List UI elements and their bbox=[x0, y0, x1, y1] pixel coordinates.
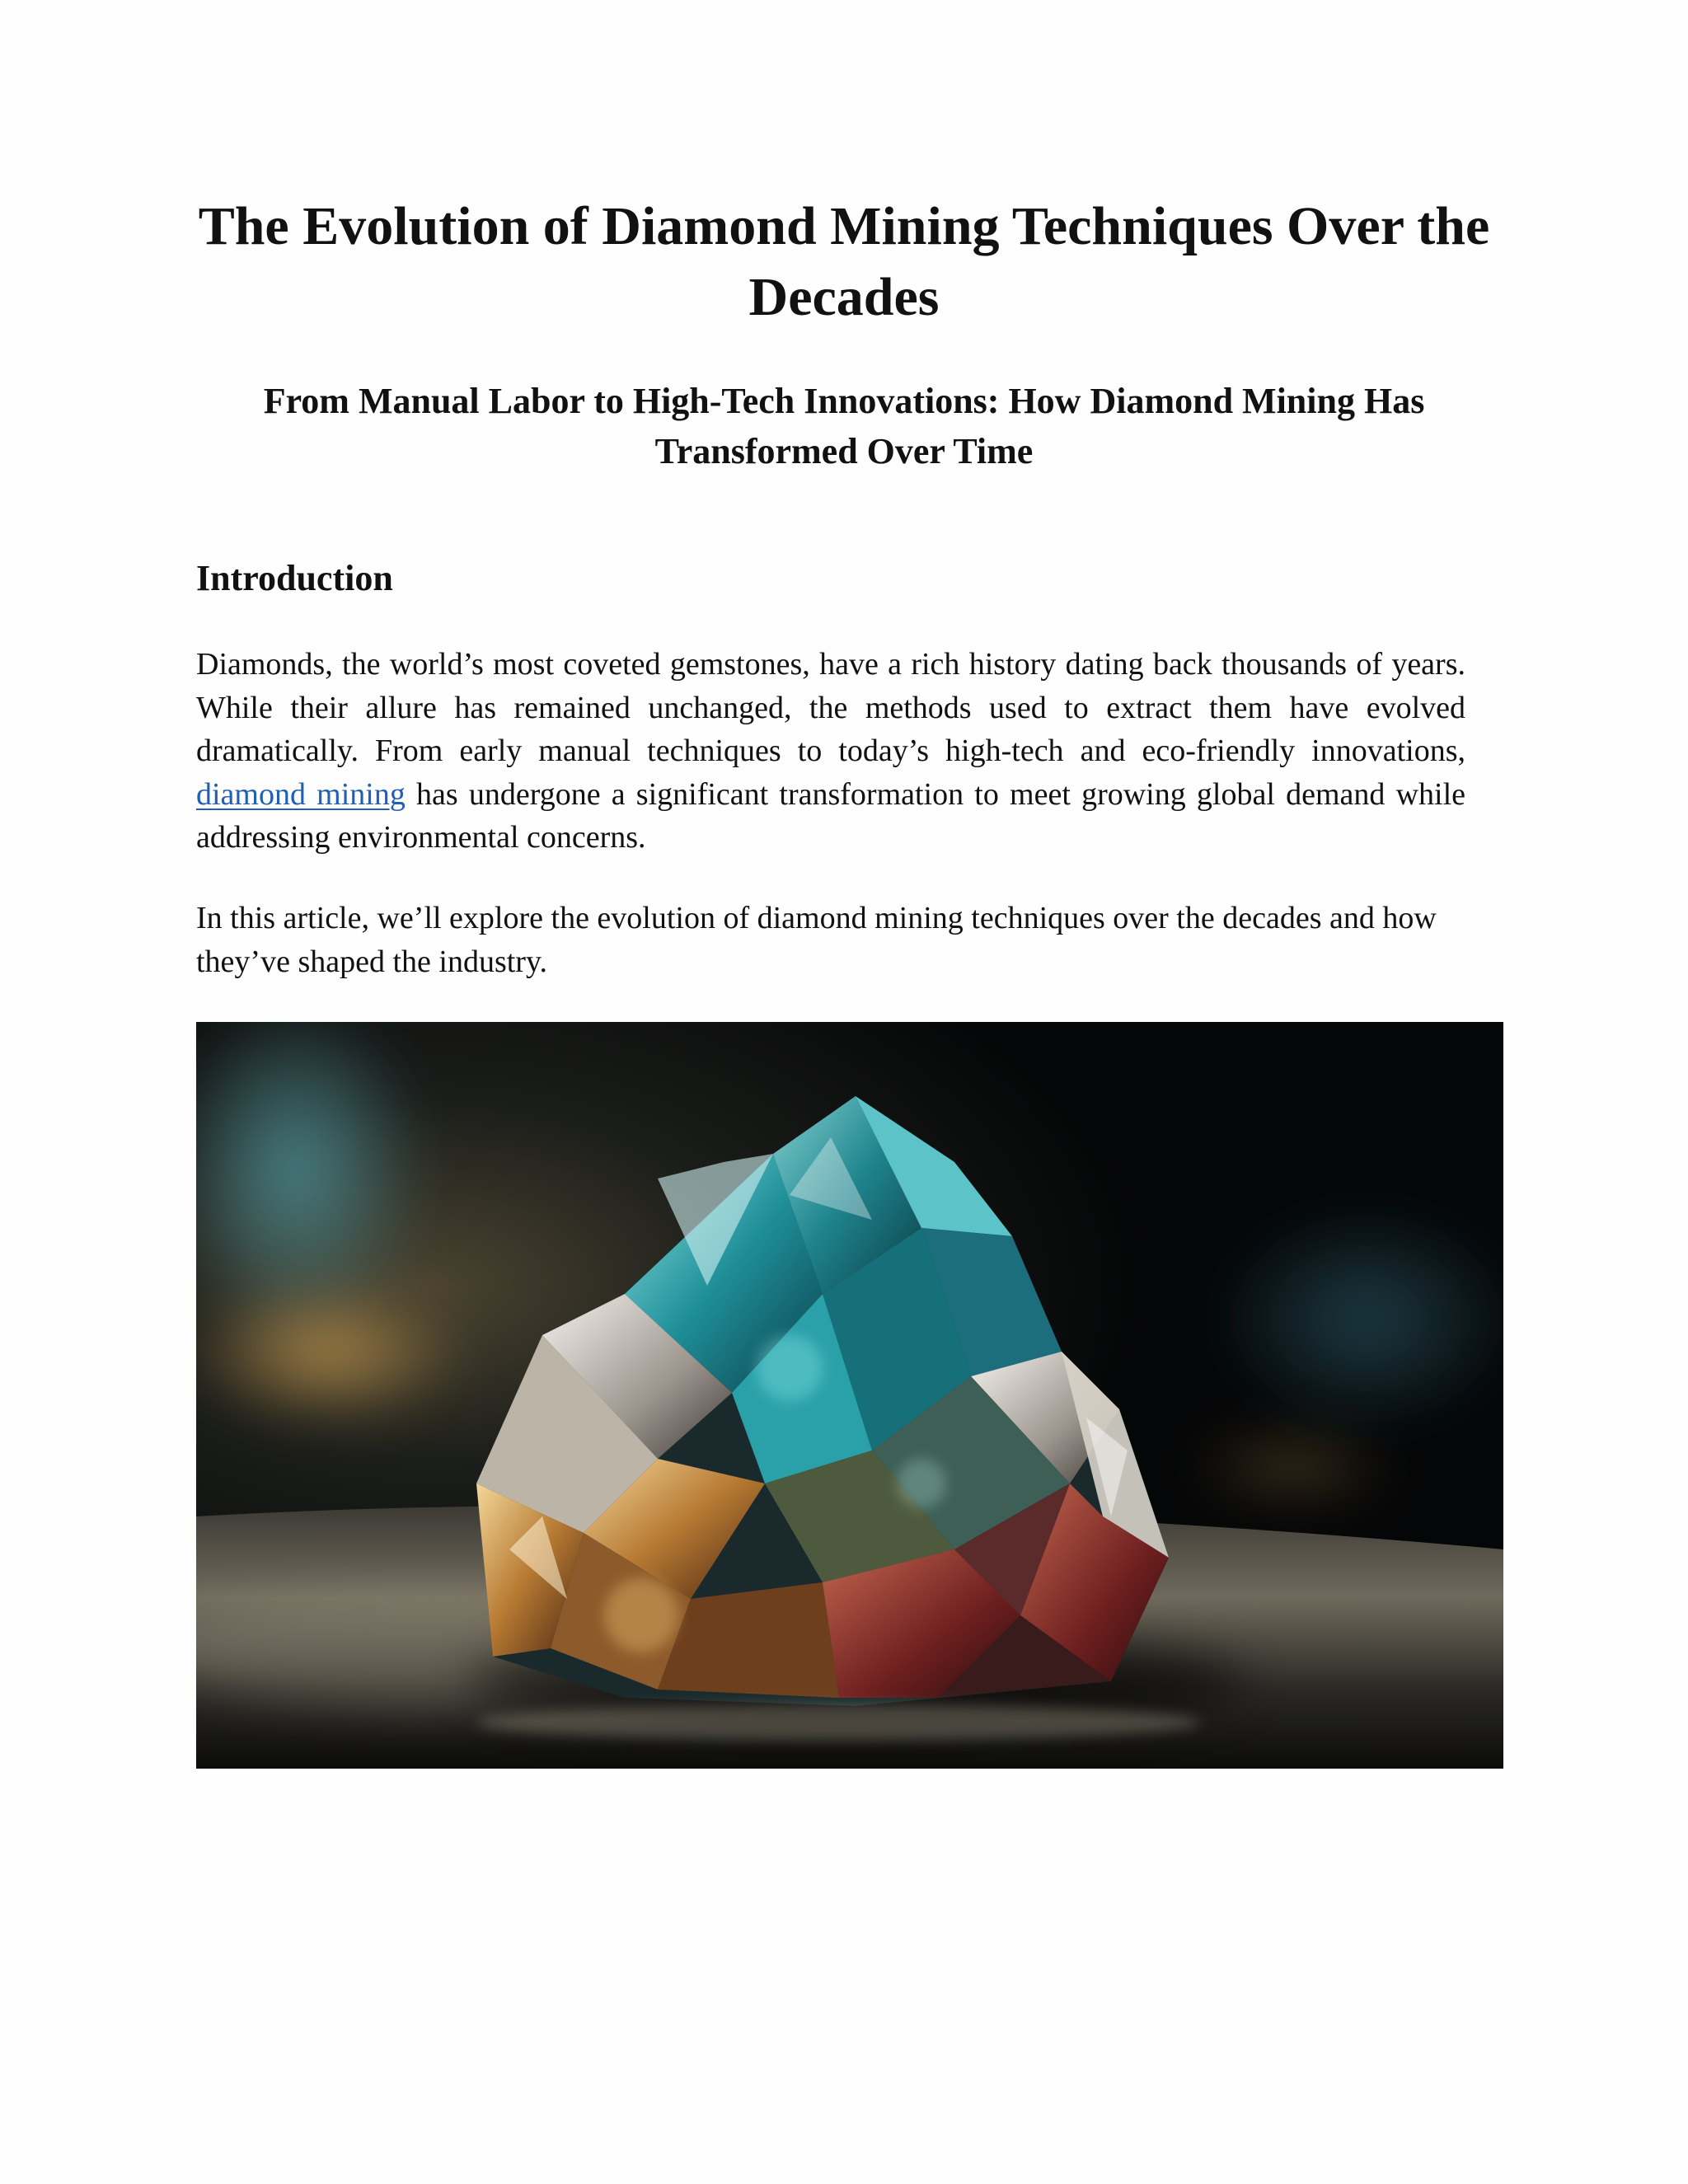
intro-paragraph bbox=[196, 643, 1465, 860]
diamond-crystal-illustration bbox=[196, 1022, 1503, 1769]
page-subtitle: From Manual Labor to High-Tech Innovations: How Diamond Mining Has Transformed Over Time bbox=[263, 381, 1425, 471]
intro-paragraph-text-end: has undergone a significant transformation to meet growing global demand while addressing environmental concerns. bbox=[196, 776, 1465, 855]
page-title: The Evolution of Diamond Mining Techniques Over the Decades bbox=[198, 196, 1490, 327]
intro-paragraph-text-start: Diamonds, the world’s most coveted gemstones, have a rich history dating back thousands of years. While their allure has remained unchanged, the methods used to extract them have evolved dramatically. From early manual techniques to today’s high-tech and eco-friendly innovations, bbox=[196, 647, 1465, 768]
article-overview-paragraph: In this article, we’ll explore the evolution of diamond mining techniques over the decades and how they’ve shaped the industry. bbox=[196, 901, 1437, 979]
diamond-crystal-image bbox=[196, 1022, 1503, 1769]
diamond-mining-link[interactable]: diamond mining bbox=[196, 776, 406, 812]
section-heading-introduction: Introduction bbox=[196, 558, 393, 598]
